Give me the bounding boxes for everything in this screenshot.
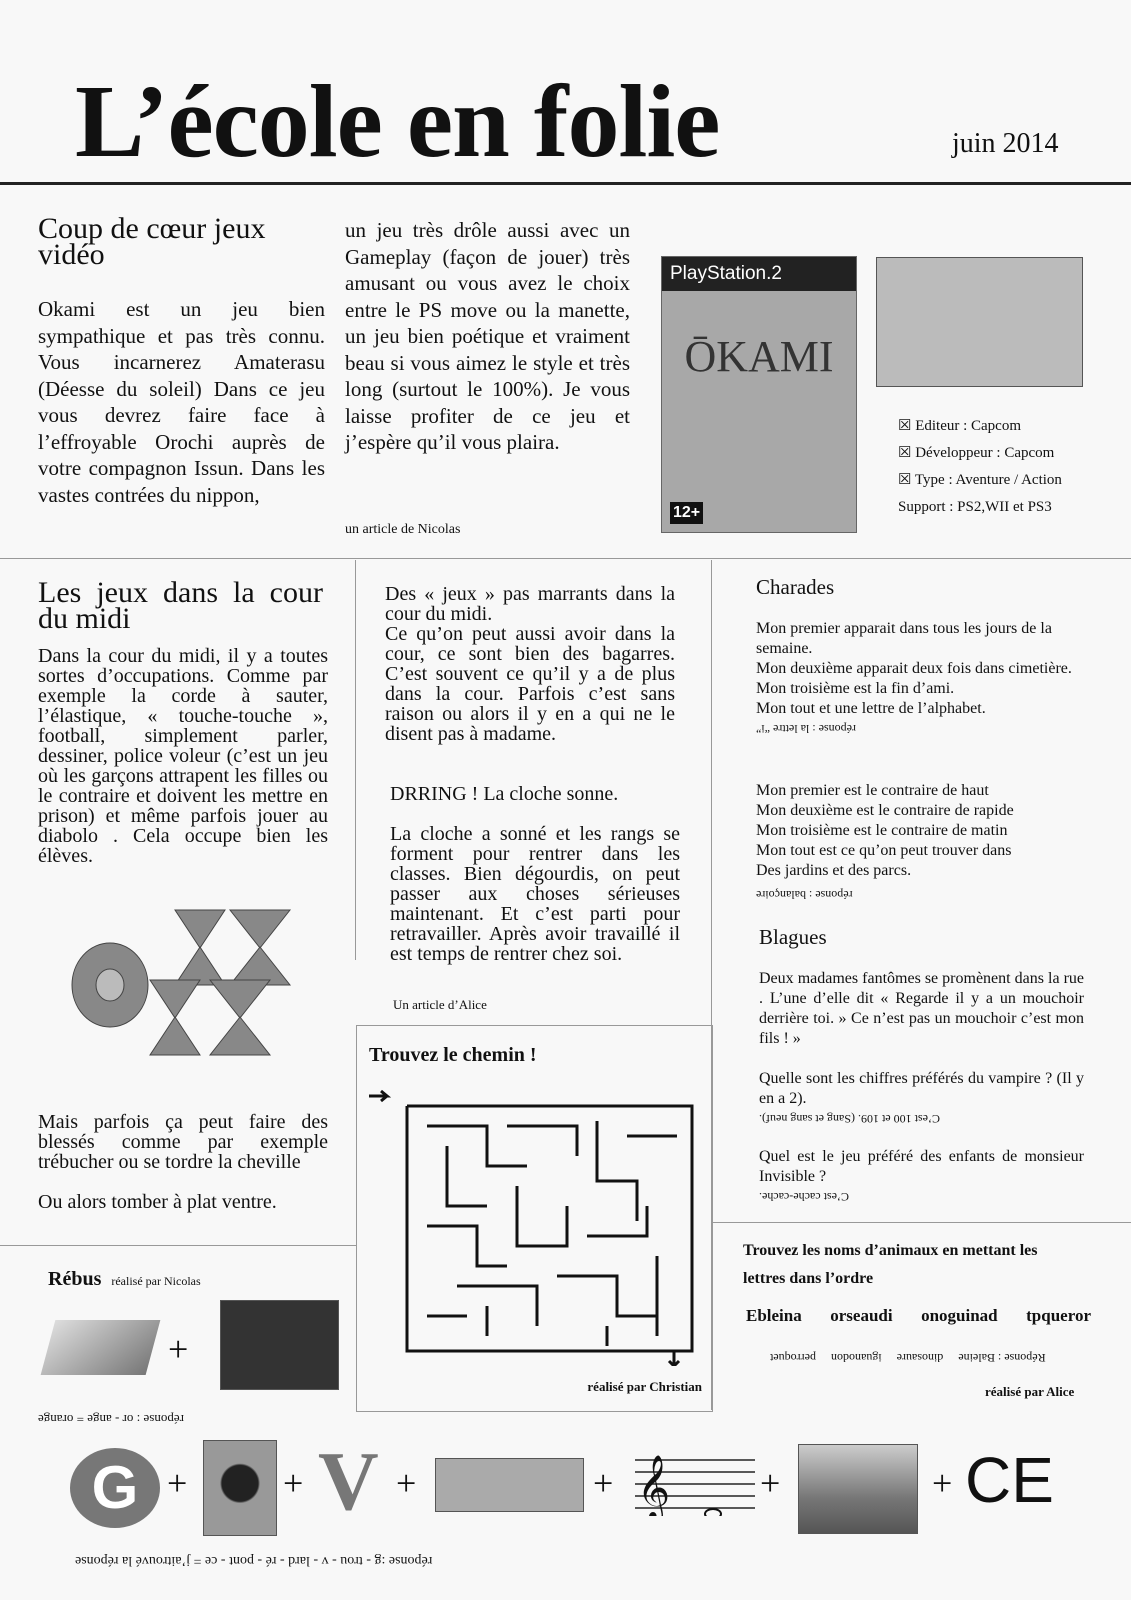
charade-line: Mon tout est ce qu’on peut trouver dans [756, 842, 1012, 859]
maze-byline: réalisé par Christian [587, 1379, 702, 1394]
rebus-heading: Rébus [48, 1268, 102, 1290]
jeux-heading: Coup de cœur jeux vidéo [38, 212, 266, 271]
music-note-re-image [635, 1448, 755, 1516]
charade-line: Mon tout et une lettre de l’alphabet. [756, 700, 986, 717]
spec-editeur: ☒ Editeur : Capcom [898, 418, 1022, 434]
cour-text-1: Dans la cour du midi, il y a toutes sortes d’occupations. Comme par exemple la corde à sauter, l’élastique, « touche-touche », football, simplement parler, dessiner, police voleur (c’est un jeu où les garçons attrapent les filles ou le contraire et doivent les mettre en prison) et même parfois jouer au diabolo . Cela occupe bien les élèves. [38, 645, 328, 867]
jeux-byline: un article de Nicolas [345, 522, 461, 537]
rebus-answer-text: réponse : or - ange = orange [38, 1412, 184, 1427]
v-letter-image: V [318, 1435, 379, 1528]
okami-cover-image [661, 256, 857, 533]
animaux-words [746, 1306, 1091, 1326]
section-divider [0, 558, 1131, 559]
final-answer [75, 1550, 432, 1568]
cour-mid-2: Ce qu’on peut aussi avoir dans la cour, ce sont bien des bagarres. C’est souvent ce qu’il y a de plus dans la cour. Parfois c’est sans raison ou alors il y en a qui ne le disent pas à madame. [385, 623, 675, 745]
cour-byline: Un article d’Alice [393, 997, 487, 1012]
blagues-list [759, 969, 1084, 1207]
animaux-byline: réalisé par Alice [985, 1384, 1075, 1399]
blagues-heading: Blagues [759, 925, 827, 949]
charade-line: Mon troisième est le contraire de matin [756, 822, 1008, 839]
scrambled-word: orseaudi [830, 1306, 893, 1325]
gold-bars-image [41, 1320, 161, 1375]
jeux-text-col2: un jeu très drôle aussi avec un Gameplay (façon de jouer) très amusant ou vous avez le choix entre le PS move ou la manette, un jeu bien poétique et vraiment beau si vous aimez le style et très long (surtout le 100%). Je vous laisse profiter de ce jeu et j’espère qu’il vous plaira. [345, 218, 630, 454]
blague-2: Quelle sont les chiffres préférés du vampire ? (Il y en a 2). [759, 1070, 1084, 1107]
charade-2 [756, 781, 1091, 905]
charade-line: Mon premier est le contraire de haut [756, 782, 989, 799]
cover-brand: PlayStation.2 [662, 257, 856, 291]
cover-title: ŌKAMI [684, 332, 834, 381]
plus-sign: + [396, 1463, 417, 1503]
charade-1-answer: réponse : la lettre “i” [756, 722, 856, 736]
plus-sign: + [283, 1463, 304, 1503]
cour-mid-3: DRRING ! La cloche sonne. [390, 783, 619, 805]
newspaper-title: L’école en folie [75, 64, 720, 179]
issue-date: juin 2014 [952, 128, 1059, 159]
game-specs [898, 413, 1062, 521]
charade-line: Mon deuxième est le contraire de rapide [756, 802, 1014, 819]
bridge-image [798, 1444, 918, 1534]
diabolo-image [40, 905, 315, 1065]
ce-mark-image: CE [965, 1444, 1054, 1516]
charades-heading: Charades [756, 575, 835, 599]
spec-type: ☒ Type : Aventure / Action [898, 472, 1062, 488]
cour-mid-1: Des « jeux » pas marrants dans la cour du midi. [385, 583, 675, 625]
scrambled-word: tpqueror [1026, 1306, 1091, 1325]
scrambled-word: Ebleina [746, 1306, 802, 1325]
hole-image [203, 1440, 277, 1536]
charade-line: Mon deuxième apparait deux fois dans cimetière. [756, 660, 1072, 677]
plus-sign: + [167, 1463, 188, 1503]
animaux-heading: Trouvez les noms d’animaux en mettant les lettres dans l’ordre [743, 1242, 1038, 1287]
age-rating-badge: 12+ [670, 502, 703, 524]
jeux-text-col1: Okami est un jeu bien sympathique et pas très connu. Vous incarnerez Amaterasu (Déesse du soleil) Dans ce jeu vous devrez faire face à l’effroyable Orochi auprès de votre compagnon Issun. Dans les vastes contrées du nippon, [38, 297, 325, 507]
section-divider [0, 1245, 356, 1246]
spec-support: Support : PS2,WII et PS3 [898, 499, 1052, 515]
section-divider [711, 1222, 1131, 1223]
g-letter-image: G [70, 1448, 160, 1528]
maze-box [356, 1025, 713, 1412]
animaux-answer-text: Réponse : Baleine dinosaure iguanodon perroquet [770, 1351, 1046, 1365]
cour-text-3: Ou alors tomber à plat ventre. [38, 1191, 277, 1213]
charade-line: Des jardins et des parcs. [756, 862, 912, 879]
rebus-byline: réalisé par Nicolas [111, 1274, 201, 1288]
column-divider [355, 560, 356, 960]
blague-1: Deux madames fantômes se promènent dans la rue . L’une d’elle dit « Regarde il y a un mouchoir derrière toi. » Ce n’est pas un mouchoir c’est mon fils ! » [759, 970, 1084, 1047]
cour-text-2: Mais parfois ça peut faire des blessés comme par exemple trébucher ou se tordre la cheville [38, 1111, 328, 1173]
okami-artwork-image [876, 257, 1083, 387]
scrambled-word: onoguinad [921, 1306, 998, 1325]
rebus-answer [38, 1410, 184, 1428]
bacon-image [435, 1458, 584, 1512]
plus-sign: + [760, 1463, 781, 1503]
rebus-title [48, 1268, 201, 1291]
blague-2-answer: C’est 100 et 109. (Sang et sang neuf). [759, 1112, 940, 1126]
plus-sign: + [932, 1463, 953, 1503]
angel-image [220, 1300, 339, 1390]
maze-heading: Trouvez le chemin ! [369, 1044, 537, 1066]
animaux-answer [770, 1348, 1046, 1366]
charade-line: Mon premier apparait dans tous les jours de la semaine. [756, 620, 1052, 657]
blague-3: Quel est le jeu préféré des enfants de monsieur Invisible ? [759, 1148, 1084, 1185]
blague-3-answer: C’est cache-cache. [759, 1190, 849, 1204]
charade-2-answer: réponse : balançoire [756, 888, 853, 902]
cour-mid-4: La cloche a sonné et les rangs se forment pour rentrer dans les classes. Bien dégourdis, on peut passer aux choses sérieuses maintenant. Et c’est parti pour retravailler. Après avoir travaillé il est temps de rentrer chez soi. [390, 823, 680, 965]
plus-sign: + [168, 1329, 189, 1369]
final-answer-text: réponse :g - trou - v - lard - ré - pont - ce = j’aitrouvé la réponse [75, 1553, 433, 1568]
charade-line: Mon troisième est la fin d’ami. [756, 680, 955, 697]
cour-heading: Les jeux dans la cour du midi [38, 576, 323, 635]
maze-image [367, 1076, 707, 1366]
svg-text:𝄞: 𝄞 [637, 1457, 671, 1516]
spec-developpeur: ☒ Développeur : Capcom [898, 445, 1055, 461]
header-rule [0, 182, 1131, 185]
charade-1 [756, 619, 1091, 739]
plus-sign: + [593, 1463, 614, 1503]
